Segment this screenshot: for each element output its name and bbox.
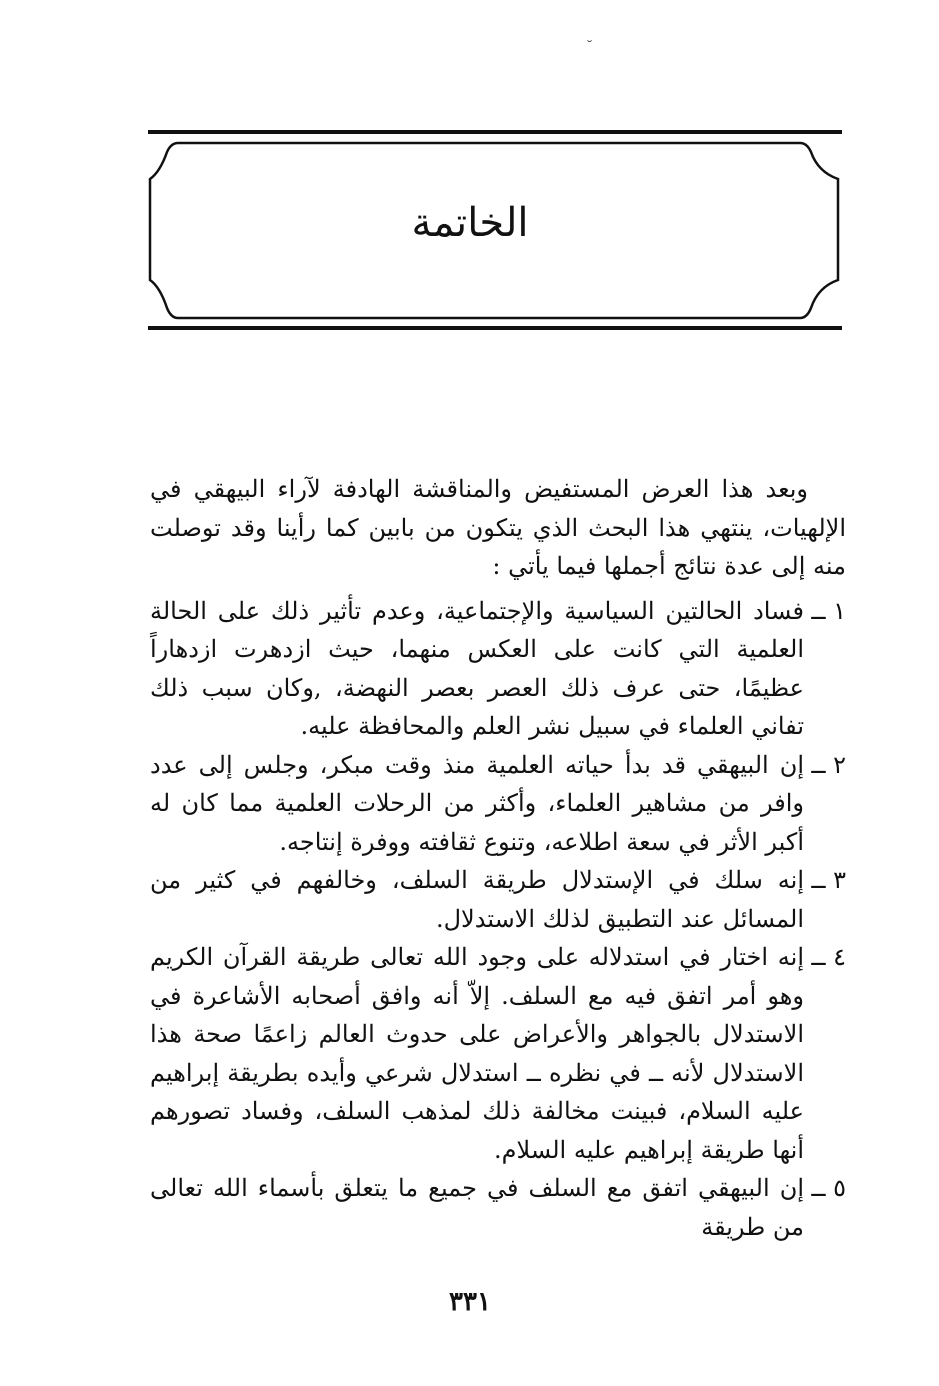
list-item — [150, 592, 846, 746]
item-text: إن البيهقي اتفق مع السلف في جميع ما يتعلق بأسماء الله تعالى من طريقة — [150, 1174, 804, 1241]
item-text: إن البيهقي قد بدأ حياته العلمية منذ وقت مبكر، وجلس إلى عدد وافر من مشاهير العلماء، وأكثر من الرحلات العلمية مما كان له أكبر الأثر في سعة اطلاعه، وتنوع ثقافته ووفرة إنتاجه. — [150, 750, 804, 856]
item-number: ٥ ــ — [811, 1174, 846, 1202]
page-number: ٣٣١ — [449, 1287, 491, 1317]
list-item — [150, 1169, 846, 1246]
intro-paragraph: وبعد هذا العرض المستفيض والمناقشة الهادفة لآراء البيهقي في الإلهيات، ينتهي هذا البحث الذي يتكون من بابين كما رأينا وقد توصلت منه إلى عدة نتائج أجملها فيما يأتي : — [150, 475, 846, 580]
item-number: ٣ ــ — [811, 866, 846, 894]
list-item — [150, 938, 846, 1169]
item-text: إنه سلك في الإستدلال طريقة السلف، وخالفهم في كثير من المسائل عند التطبيق لذلك الاستدلال. — [150, 866, 804, 933]
item-number: ١ ــ — [811, 596, 846, 625]
chapter-title-frame — [0, 0, 939, 340]
chapter-title: الخاتمة — [411, 200, 529, 246]
list-item — [150, 861, 846, 938]
item-text: إنه اختار في استدلاله على وجود الله تعالى طريقة القرآن الكريم وهو أمر اتفق فيه مع السلف. إلاّ أنه وافق أصحابه الأشاعرة في الاستدلال بالجواهر والأعراض على حدوث العالم زاعمًا صحة هذا الاستدلال لأنه ــ في نظره ــ استدلال شرعي وأيده بطريقة إبراهيم عليه السلام، فبينت مخالفة ذلك لمذهب السلف، وفساد تصورهم أنها طريقة إبراهيم عليه السلام. — [150, 943, 805, 1164]
conclusion-body — [150, 470, 846, 1246]
item-number: ٤ ــ — [811, 943, 846, 971]
item-text: فساد الحالتين السياسية والإجتماعية، وعدم تأثير ذلك على الحالة العلمية التي كانت على العكس منهما، حيث ازدهرت ازدهاراً عظيمًا، حتى عرف ذلك العصر بعصر النهضة، ,وكان سبب ذلك تفاني العلماء في سبيل نشر العلم والمحافظة عليه. — [150, 596, 804, 740]
item-number: ٢ ــ — [811, 750, 846, 779]
top-ink-mark: ˘ — [586, 39, 593, 55]
list-item — [150, 746, 846, 862]
